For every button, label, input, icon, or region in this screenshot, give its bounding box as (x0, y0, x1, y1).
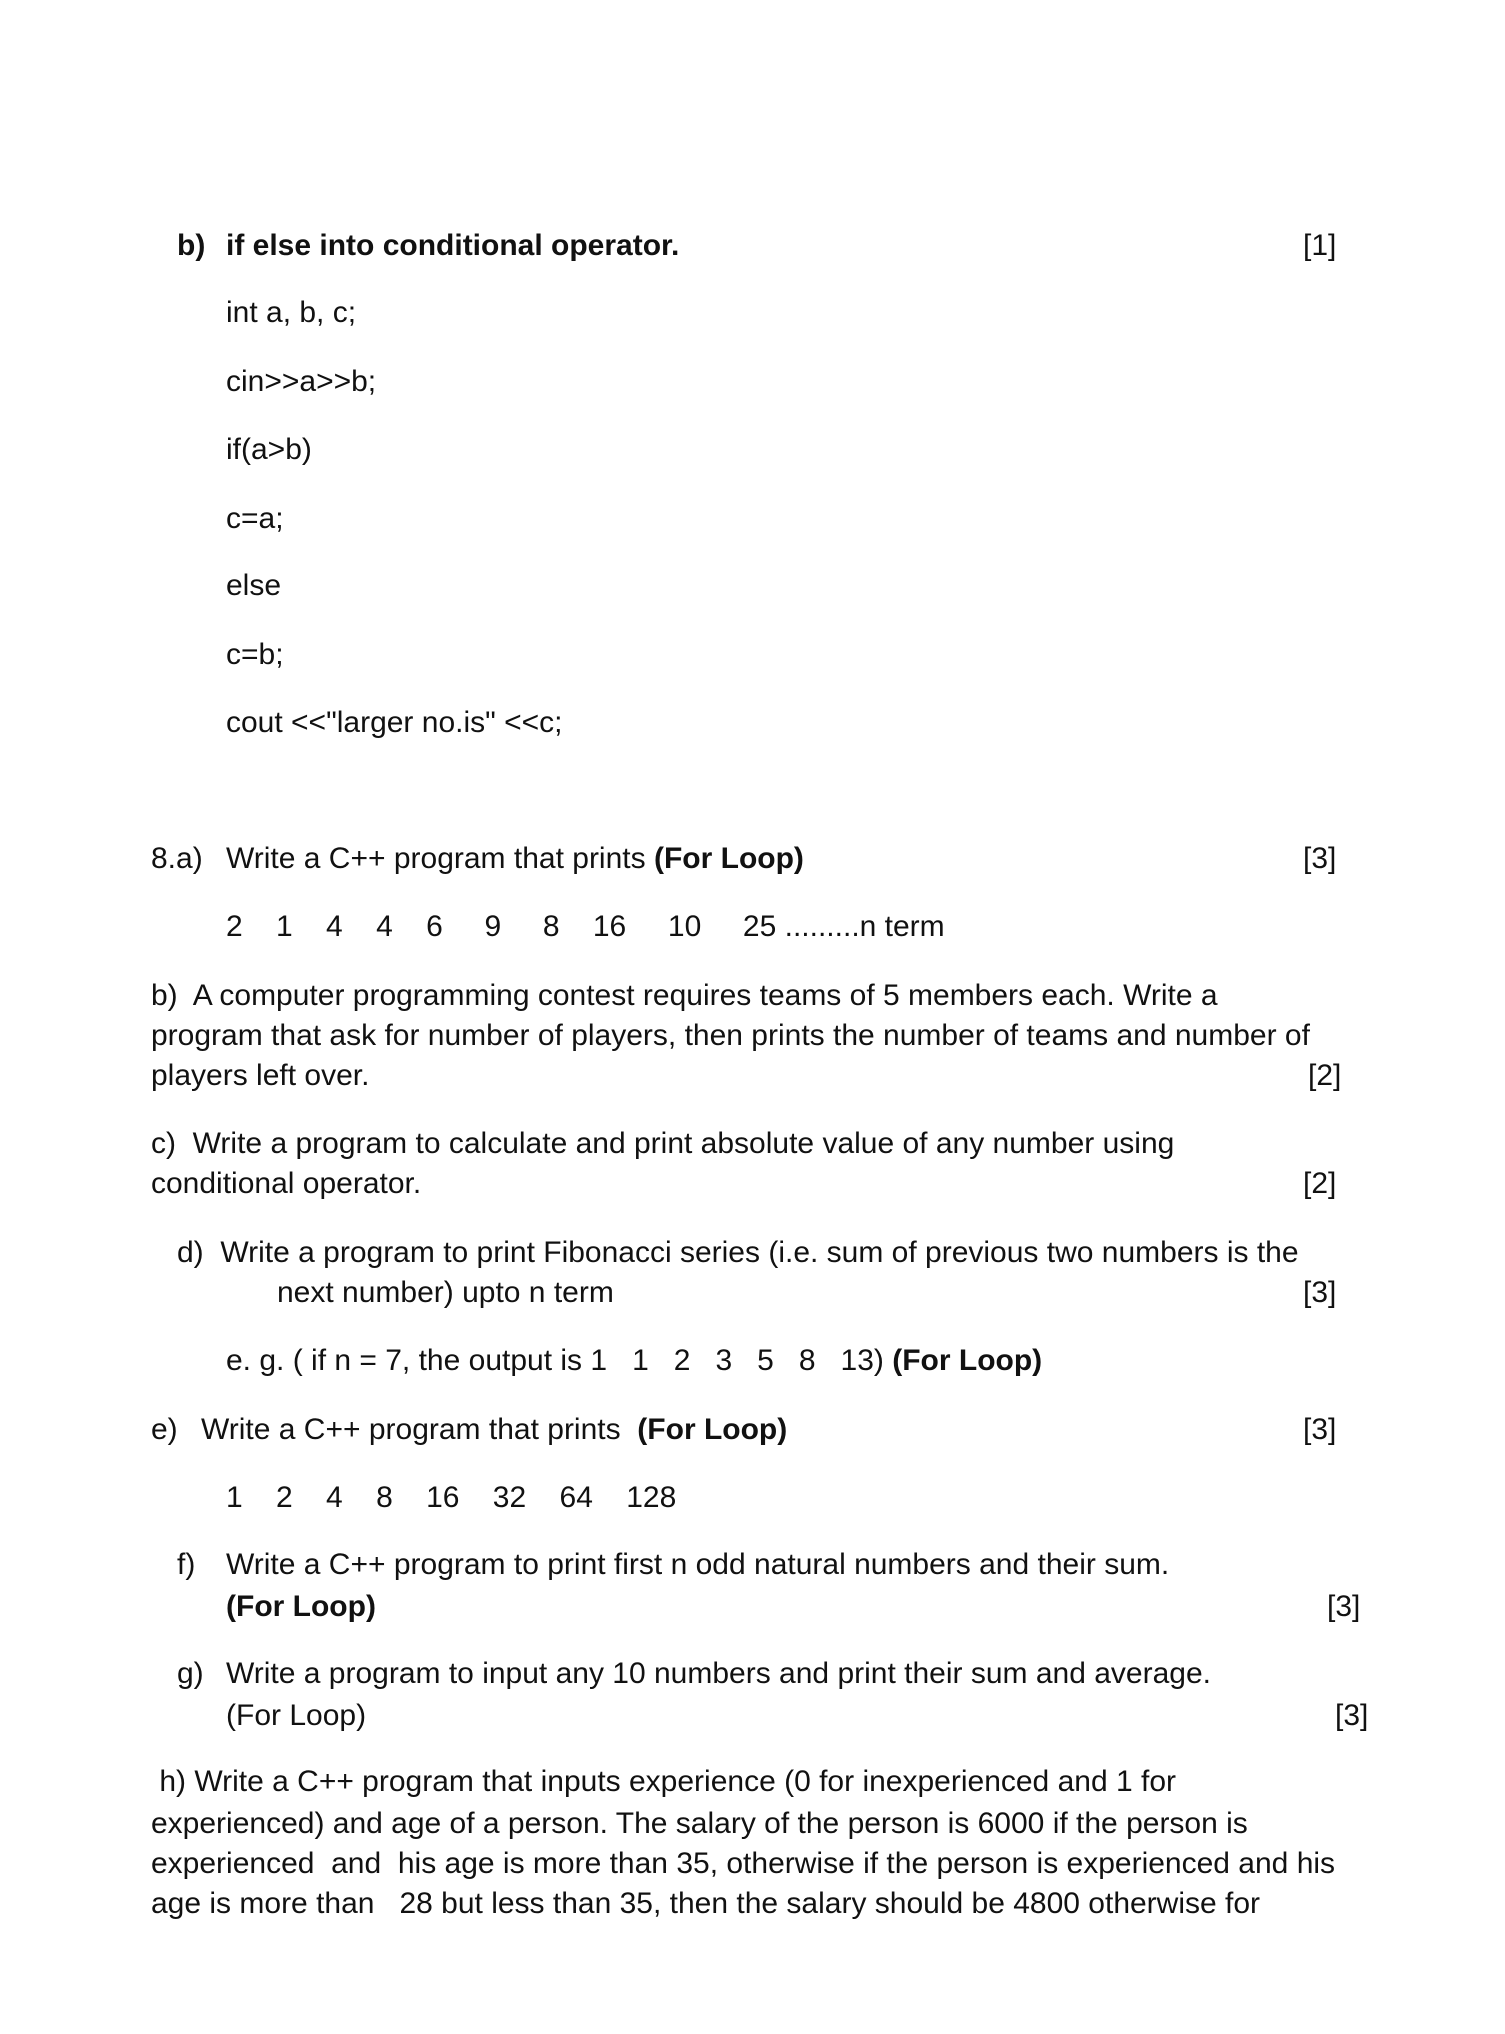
marks: [3] (1335, 1699, 1369, 1732)
marks: [3] (1303, 842, 1337, 875)
question-label: f) (177, 1548, 196, 1581)
example (226, 1341, 1042, 1381)
code-line: if(a>b) (226, 433, 312, 466)
paragraph-line: program that ask for number of players, then prints the number of teams and number of (151, 1019, 1310, 1052)
question-text: Write a C++ program to print first n odd natural numbers and their sum. (226, 1548, 1170, 1581)
question-text-plain: Write a C++ program that prints (226, 842, 654, 875)
code-line: c=a; (226, 502, 284, 535)
example-text: e. g. ( if n = 7, the output is 1 1 2 3 5 8 13) (226, 1344, 893, 1377)
code-line: int a, b, c; (226, 296, 357, 329)
paragraph-line: experienced and his age is more than 35, otherwise if the person is experienced and his (151, 1847, 1336, 1880)
paragraph-line: conditional operator. (151, 1167, 422, 1200)
question-label: e) (151, 1413, 178, 1446)
question-text: Write a program to input any 10 numbers and print their sum and average. (226, 1657, 1211, 1690)
question-text-bold: (For Loop) (653, 842, 804, 875)
marks: [2] (1308, 1059, 1342, 1092)
question-text-bold: (For Loop) (637, 1413, 788, 1446)
paragraph-line: experienced) and age of a person. The salary of the person is 6000 if the person is (151, 1807, 1248, 1840)
paragraph-line: h) Write a C++ program that inputs experience (0 for inexperienced and 1 for (151, 1765, 1176, 1798)
series: 1 2 4 8 16 32 64 128 (226, 1481, 677, 1514)
code-line: else (226, 569, 282, 602)
series: 2 1 4 4 6 9 8 16 10 25 .........n term (226, 910, 945, 943)
code-line: cin>>a>>b; (226, 365, 377, 398)
paragraph-line: age is more than 28 but less than 35, then the salary should be 4800 otherwise for (151, 1887, 1261, 1920)
marks: [3] (1303, 1276, 1337, 1309)
code-line: c=b; (226, 638, 284, 671)
question-text (201, 1410, 787, 1450)
marks: [2] (1303, 1167, 1337, 1200)
paragraph-line: d) Write a program to print Fibonacci series (i.e. sum of previous two numbers is the (177, 1236, 1299, 1269)
marks: [3] (1303, 1413, 1337, 1446)
question-text: (For Loop) (226, 1699, 367, 1732)
marks: [3] (1327, 1590, 1361, 1623)
question-label: b) (177, 229, 206, 262)
paragraph-line: b) A computer programming contest requires teams of 5 members each. Write a (151, 979, 1218, 1012)
question-label: 8.a) (151, 842, 203, 875)
question-label: g) (177, 1657, 204, 1690)
question-text-bold: (For Loop) (226, 1590, 376, 1623)
question-text-plain: Write a C++ program that prints (201, 1413, 638, 1446)
paragraph-line: next number) upto n term (277, 1276, 614, 1309)
marks: [1] (1303, 229, 1337, 262)
paragraph-line: c) Write a program to calculate and print absolute value of any number using (151, 1127, 1175, 1160)
example-bold: (For Loop) (892, 1344, 1043, 1377)
code-line: cout <<"larger no.is" <<c; (226, 706, 563, 739)
question-text (226, 839, 804, 879)
paragraph-line: players left over. (151, 1059, 370, 1092)
question-title: if else into conditional operator. (226, 229, 680, 262)
